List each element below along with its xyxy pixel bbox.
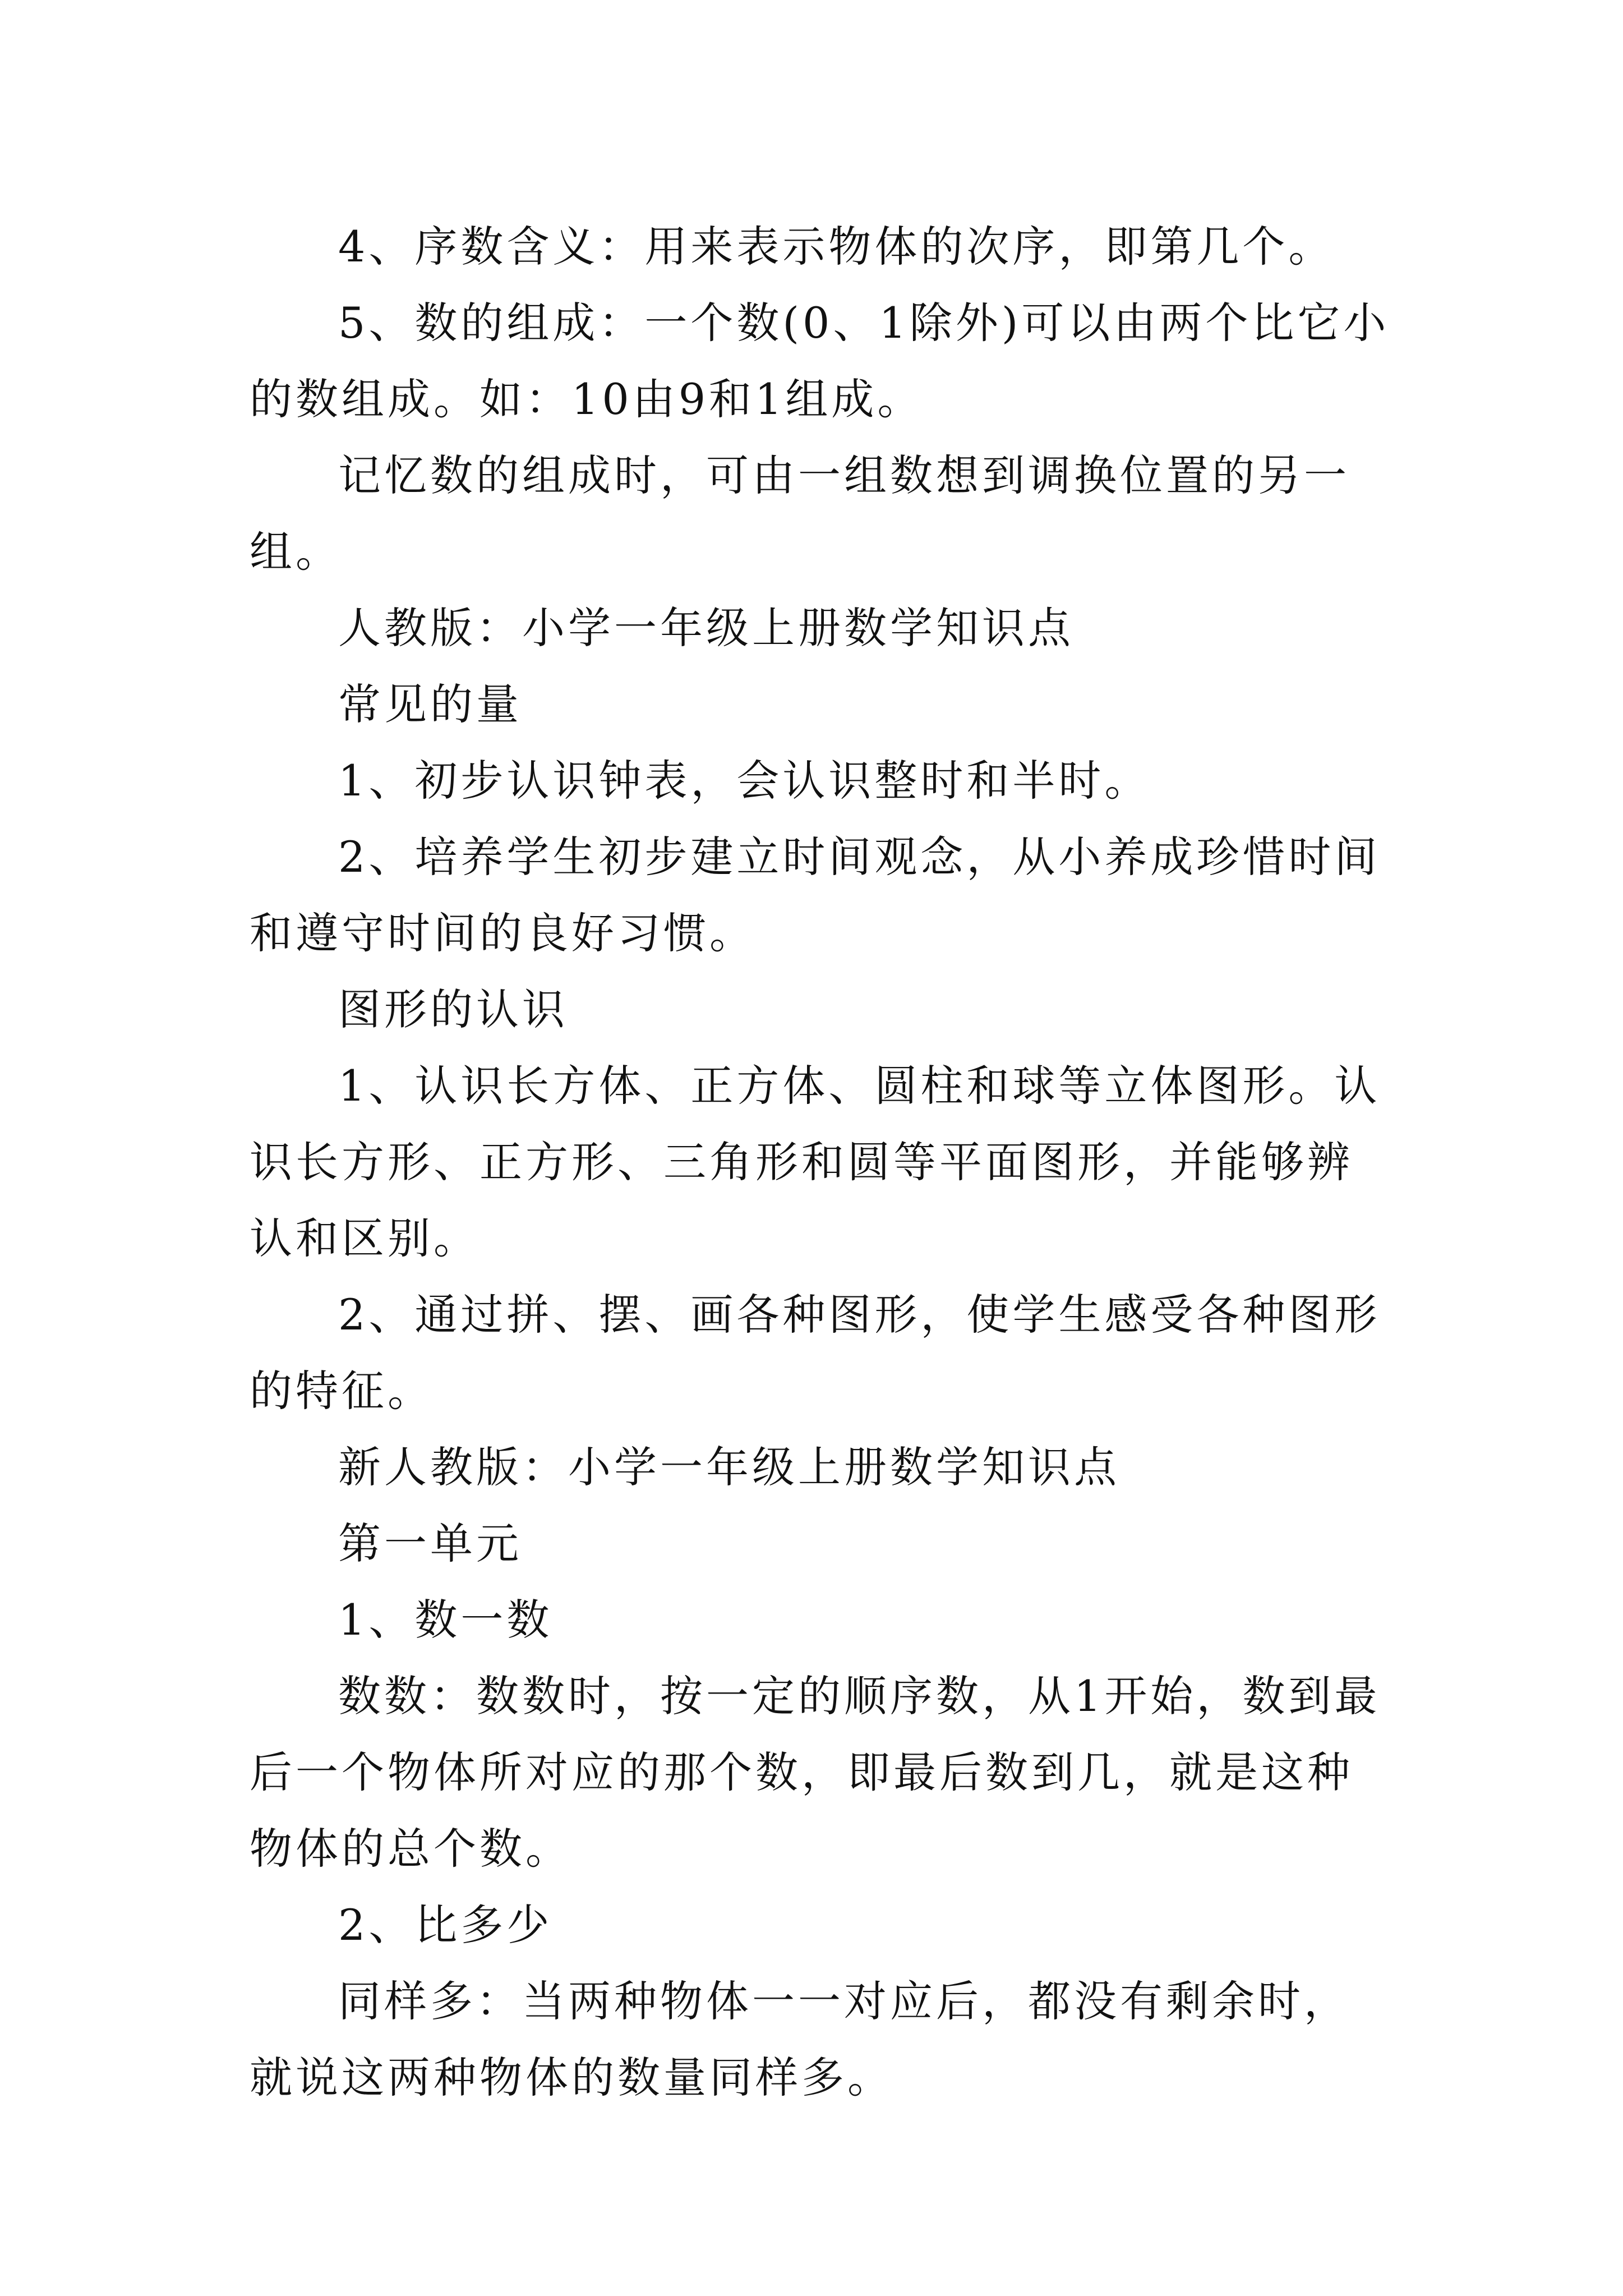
- paragraph-number-composition: 5、数的组成：一个数(0、1除外)可以由两个比它小的数组成。如：10由9和1组成。: [250, 298, 1390, 424]
- paragraph-clock-reading: 1、初步认识钟表，会认识整时和半时。: [338, 756, 1151, 806]
- section-heading-new-renjiao: 新人教版：小学一年级上册数学知识点: [338, 1442, 1120, 1492]
- subheading-counting: 1、数一数: [338, 1595, 553, 1645]
- subheading-common-quantities: 常见的量: [338, 679, 522, 729]
- document-body: [250, 209, 1394, 2116]
- section-heading-renjiao: 人教版：小学一年级上册数学知识点: [338, 603, 1074, 653]
- paragraph-equal-quantity: 同样多：当两种物体一一对应后，都没有剩余时，就说这两种物体的数量同样多。: [250, 1976, 1350, 2102]
- paragraph-counting-definition: 数数：数数时，按一定的顺序数，从1开始，数到最后一个物体所对应的那个数，即最后数到几，就是这种物体的总个数。: [250, 1671, 1381, 1874]
- paragraph-solid-plane-shapes: 1、认识长方体、正方体、圆柱和球等立体图形。认识长方形、正方形、三角形和圆等平面图形，并能够辨认和区别。: [250, 1061, 1381, 1263]
- paragraph-ordinal-meaning: 4、序数含义：用来表示物体的次序，即第几个。: [338, 222, 1335, 272]
- subheading-shape-recognition: 图形的认识: [338, 984, 568, 1034]
- paragraph-memory-tip: 记忆数的组成时，可由一组数想到调换位置的另一组。: [250, 450, 1350, 577]
- subheading-unit-one: 第一单元: [338, 1519, 522, 1568]
- paragraph-shape-activities: 2、通过拼、摆、画各种图形，使学生感受各种图形的特征。: [250, 1290, 1381, 1416]
- subheading-compare-quantity: 2、比多少: [338, 1900, 553, 1950]
- paragraph-time-concept: 2、培养学生初步建立时间观念，从小养成珍惜时间和遵守时间的良好习惯。: [250, 832, 1381, 958]
